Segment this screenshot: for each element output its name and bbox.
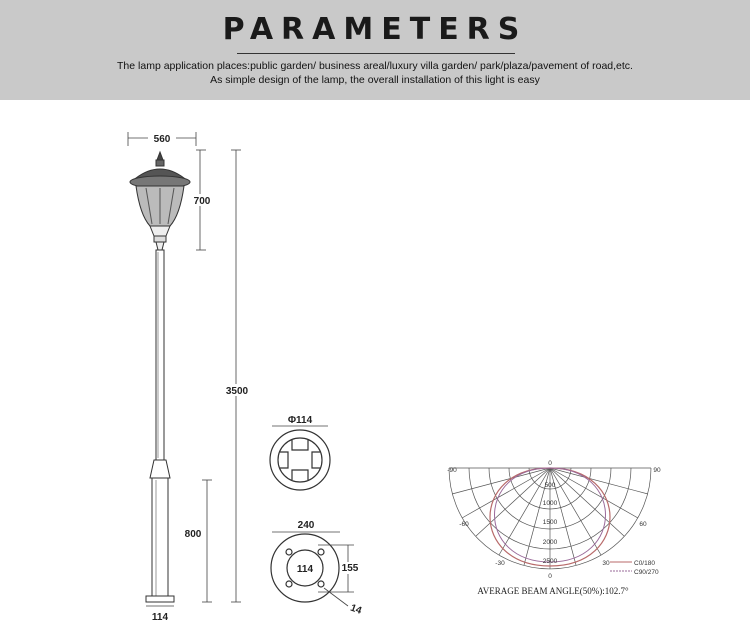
- total-height-label: 3500: [225, 386, 249, 397]
- ring-label-1000: 1000: [542, 500, 558, 507]
- plate-width-label: 240: [297, 520, 315, 531]
- ring-label-2000: 2000: [542, 539, 558, 546]
- angle-label-minus90: -90: [447, 467, 457, 474]
- angle-label-minus30: -30: [495, 560, 505, 567]
- lamp-post-drawing: [130, 152, 190, 602]
- angle-label-bottom-0: 0: [548, 573, 552, 580]
- ring-label-500: 500: [544, 482, 556, 489]
- ring-label-1500: 1500: [542, 519, 558, 526]
- plate-height-label: 155: [341, 563, 359, 574]
- legend-label-c90: C90/270: [634, 569, 659, 576]
- plate-inner-label: 114: [296, 564, 314, 575]
- description-line-2: As simple design of the lamp, the overall installation of this light is easy: [210, 74, 540, 86]
- lamp-width-label: 560: [153, 134, 171, 145]
- angle-label-top-0: 0: [548, 460, 552, 467]
- lamp-head-height-label: 700: [193, 196, 211, 207]
- base-width-label: 114: [151, 612, 169, 623]
- angle-label-60: 60: [639, 521, 647, 528]
- beam-angle-caption: AVERAGE BEAM ANGLE(50%):102.7°: [477, 586, 629, 596]
- legend-label-c0: C0/180: [634, 560, 655, 567]
- angle-label-30: 30: [602, 560, 610, 567]
- ring-label-2500: 2500: [542, 558, 558, 565]
- page-title: PARAMETERS: [222, 12, 528, 47]
- plate-hole-label: 14: [348, 602, 363, 617]
- angle-label-minus60: -60: [459, 521, 469, 528]
- pole-cross-section: [270, 430, 330, 490]
- angle-label-90: 90: [653, 467, 661, 474]
- description-line-1: The lamp application places:public garden/ business areal/luxury villa garden/ park/plaza/pavement of road,etc.: [117, 60, 633, 72]
- pole-diameter-label: Φ114: [287, 415, 313, 426]
- base-height-label: 800: [184, 529, 202, 540]
